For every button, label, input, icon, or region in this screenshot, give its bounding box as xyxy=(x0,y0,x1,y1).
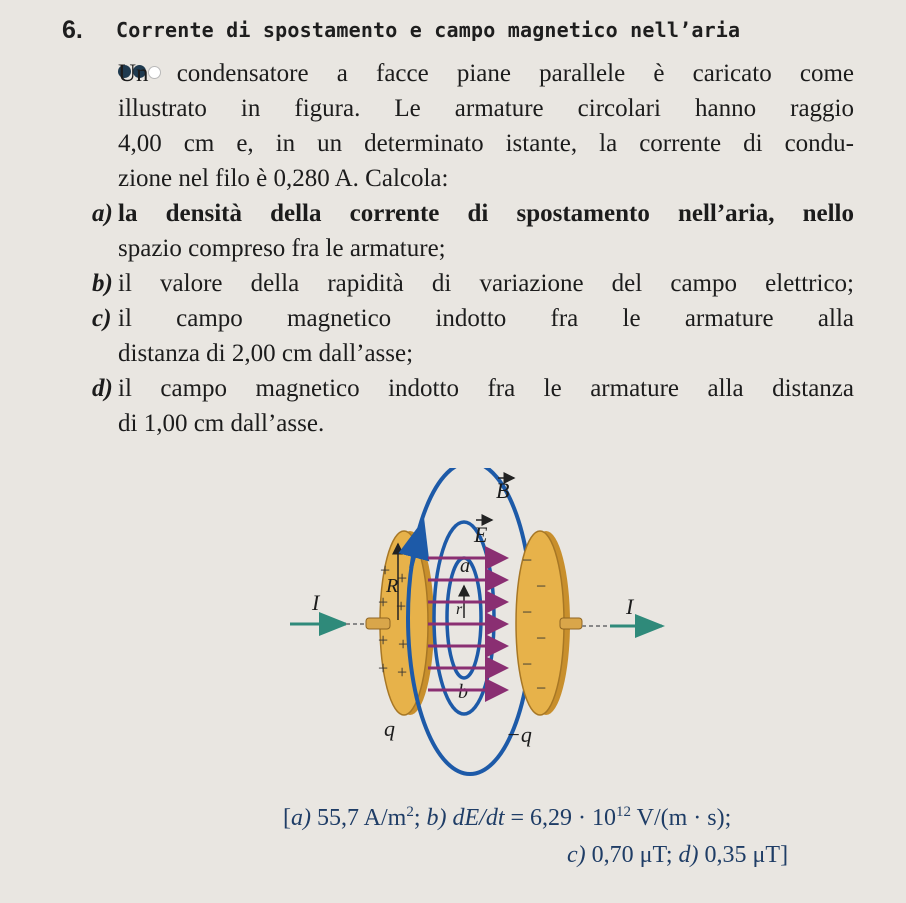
minus-sign: − xyxy=(536,678,547,698)
answers-line-2 xyxy=(567,842,788,869)
plus-sign: + xyxy=(396,596,407,616)
intro-line: Un condensatore a facce piane parallele è caricato come xyxy=(118,60,854,87)
minus-sign: − xyxy=(522,602,533,622)
label-r: r xyxy=(456,601,463,618)
answer-label-a: a) xyxy=(291,805,311,831)
question-item-b xyxy=(92,266,854,301)
question-item-d xyxy=(92,371,854,441)
minus-sign: − xyxy=(536,576,547,596)
answer-exp-a: 2 xyxy=(406,804,414,820)
label-a: a xyxy=(460,555,470,577)
label-I-right: I xyxy=(626,594,634,619)
label-R: R xyxy=(386,575,399,597)
answer-value-b: = 6,29 · 10 xyxy=(504,805,617,831)
answer-label-d: d) xyxy=(678,842,699,868)
item-line: il campo magnetico indotto fra le armature alla distanza xyxy=(118,375,854,402)
item-line: la densità della corrente di spostamento nell’aria, nello xyxy=(118,200,854,227)
plus-sign: + xyxy=(378,592,389,612)
label-q: q xyxy=(384,716,395,741)
plus-sign: + xyxy=(398,634,409,654)
item-label: a) xyxy=(92,200,113,227)
plus-sign: + xyxy=(378,658,389,678)
question-item-a xyxy=(92,196,854,266)
plus-sign: + xyxy=(397,662,408,682)
item-label: c) xyxy=(92,305,112,332)
answer-label-c: c) xyxy=(567,842,586,868)
label-I-left: I xyxy=(312,590,320,615)
minus-sign: − xyxy=(536,628,547,648)
plus-sign: + xyxy=(378,630,389,650)
label-B: B xyxy=(496,478,510,503)
bracket-open: [ xyxy=(283,805,291,831)
left-plate xyxy=(366,531,434,715)
problem-title: Corrente di spostamento e campo magnetico nell’aria xyxy=(116,18,741,42)
answers-line-1 xyxy=(283,804,731,832)
plus-sign: + xyxy=(380,560,391,580)
minus-sign: − xyxy=(522,654,533,674)
minus-sign: − xyxy=(522,550,533,570)
answer-expr-b: dE/dt xyxy=(452,805,505,831)
answer-label-b: b) xyxy=(426,805,447,831)
intro-line: zione nel filo è 0,280 A. Calcola: xyxy=(118,165,449,192)
answer-exp-b: 12 xyxy=(616,804,632,820)
problem-number: 6. xyxy=(62,16,83,44)
answer-value-d: 0,35 μT xyxy=(704,842,781,868)
label-b: b xyxy=(458,681,468,703)
answer-unit-b: V/(m · s); xyxy=(631,805,732,831)
capacitor-figure xyxy=(270,468,690,786)
item-label: d) xyxy=(92,375,113,402)
label-neg-q: −q xyxy=(506,722,532,747)
item-line: di 1,00 cm dall’asse. xyxy=(118,410,325,437)
plus-sign: + xyxy=(397,568,408,588)
bracket-close: ] xyxy=(780,842,789,868)
question-item-c xyxy=(92,301,854,371)
item-line: distanza di 2,00 cm dall’asse; xyxy=(118,340,414,367)
item-line: il campo magnetico indotto fra le armature alla xyxy=(118,305,854,332)
answer-value-c: 0,70 μT; xyxy=(591,842,673,868)
answer-value-a: 55,7 A/m xyxy=(317,805,407,831)
label-E: E xyxy=(474,522,488,547)
intro-line: illustrato in figura. Le armature circolari hanno raggio xyxy=(118,95,854,122)
problem-text xyxy=(92,56,854,441)
item-line: spazio compreso fra le armature; xyxy=(118,235,446,262)
item-label: b) xyxy=(92,270,113,297)
item-line: il valore della rapidità di variazione del campo elettrico; xyxy=(118,270,854,297)
intro-line: 4,00 cm e, in un determinato istante, la corrente di condu- xyxy=(118,130,854,157)
answer-sep: ; xyxy=(413,805,427,831)
